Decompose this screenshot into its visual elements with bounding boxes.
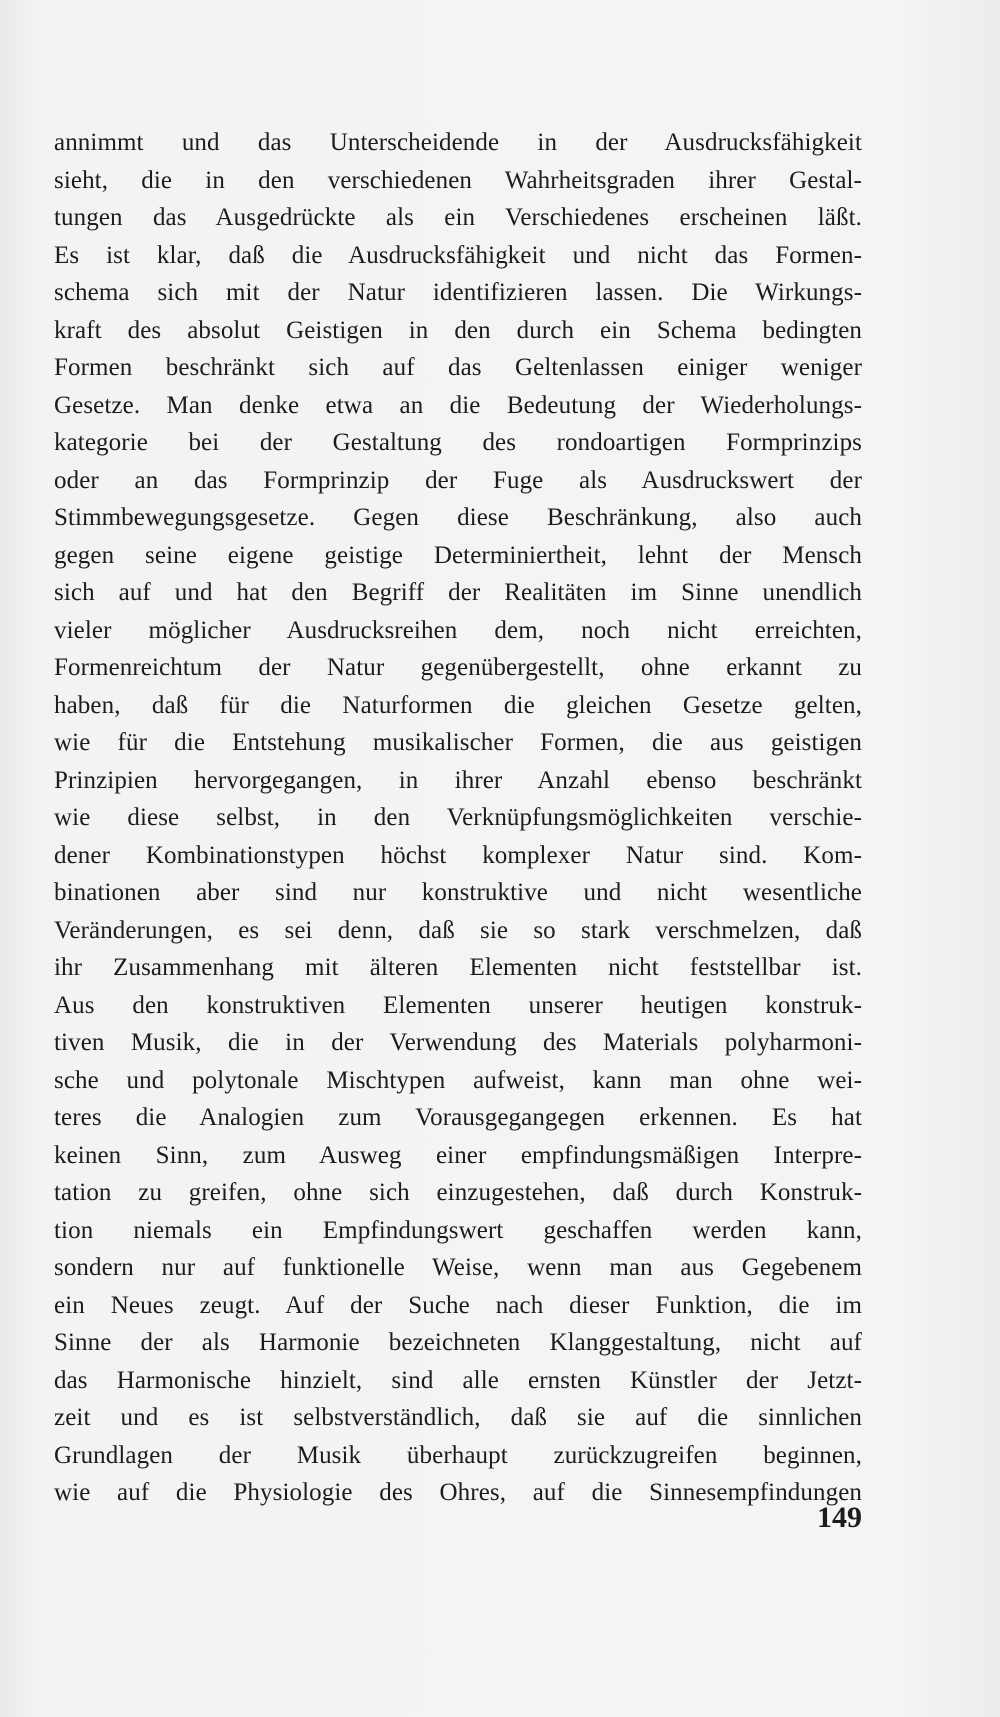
text-line: binationen aber sind nur konstruktive und nicht wesentliche — [54, 879, 862, 906]
text-line: haben, daß für die Naturformen die gleichen Gesetze gelten, — [54, 691, 862, 719]
text-line: sche und polytonale Mischtypen aufweist, kann man ohne wei- — [54, 1066, 862, 1094]
text-line: wie für die Entstehung musikalischer Formen, die aus geistigen — [54, 729, 862, 756]
text-line: Sinne der als Harmonie bezeichneten Klanggestaltung, nicht auf — [54, 1329, 862, 1356]
text-line: sieht, die in den verschiedenen Wahrheitsgraden ihrer Gestal- — [54, 166, 862, 194]
text-line: tungen das Ausgedrückte als ein Verschiedenes erscheinen läßt. — [54, 204, 862, 231]
text-line: gegen seine eigene geistige Determiniertheit, lehnt der Mensch — [54, 541, 862, 569]
text-line: wie auf die Physiologie des Ohres, auf die Sinnesempfindungen — [54, 1479, 862, 1506]
text-line: Gesetze. Man denke etwa an die Bedeutung der Wiederholungs- — [54, 391, 862, 419]
text-line: vieler möglicher Ausdrucksreihen dem, noch nicht erreichten, — [54, 616, 862, 644]
page-number: 149 — [817, 1501, 862, 1534]
text-line: kraft des absolut Geistigen in den durch ein Schema bedingten — [54, 316, 862, 344]
text-line: kategorie bei der Gestaltung des rondoartigen Formprinzips — [54, 429, 862, 456]
text-line: sich auf und hat den Begriff der Realitäten im Sinne unendlich — [54, 579, 862, 606]
text-line: sondern nur auf funktionelle Weise, wenn man aus Gegebenem — [54, 1254, 862, 1281]
text-line: Es ist klar, daß die Ausdrucksfähigkeit und nicht das Formen- — [54, 241, 862, 269]
body-text — [54, 124, 862, 1512]
text-line: ein Neues zeugt. Auf der Suche nach dieser Funktion, die im — [54, 1291, 862, 1319]
text-line: Formen beschränkt sich auf das Geltenlassen einiger weniger — [54, 354, 862, 381]
text-line: das Harmonische hinzielt, sind alle ernsten Künstler der Jetzt- — [54, 1366, 862, 1394]
text-line: oder an das Formprinzip der Fuge als Ausdruckswert der — [54, 466, 862, 494]
text-line: Veränderungen, es sei denn, daß sie so stark verschmelzen, daß — [54, 916, 862, 944]
text-line: annimmt und das Unterscheidende in der Ausdrucksfähigkeit — [54, 129, 862, 156]
text-line: ihr Zusammenhang mit älteren Elementen nicht feststellbar ist. — [54, 954, 862, 981]
text-line: dener Kombinationstypen höchst komplexer Natur sind. Kom- — [54, 841, 862, 869]
text-line: wie diese selbst, in den Verknüpfungsmöglichkeiten verschie- — [54, 804, 862, 831]
text-line: Stimmbewegungsgesetze. Gegen diese Beschränkung, also auch — [54, 504, 862, 531]
text-line: schema sich mit der Natur identifizieren lassen. Die Wirkungs- — [54, 279, 862, 306]
text-line: Grundlagen der Musik überhaupt zurückzugreifen beginnen, — [54, 1441, 862, 1469]
text-line: tiven Musik, die in der Verwendung des Materials polyharmoni- — [54, 1029, 862, 1056]
text-line: keinen Sinn, zum Ausweg einer empfindungsmäßigen Interpre- — [54, 1141, 862, 1169]
text-line: Formenreichtum der Natur gegenübergestellt, ohne erkannt zu — [54, 654, 862, 681]
text-line: Aus den konstruktiven Elementen unserer heutigen konstruk- — [54, 991, 862, 1019]
text-line: teres die Analogien zum Vorausgegangegen erkennen. Es hat — [54, 1104, 862, 1131]
text-line: zeit und es ist selbstverständlich, daß sie auf die sinnlichen — [54, 1404, 862, 1431]
text-line: tion niemals ein Empfindungswert geschaffen werden kann, — [54, 1216, 862, 1244]
text-line: tation zu greifen, ohne sich einzugestehen, daß durch Konstruk- — [54, 1179, 862, 1206]
text-line: Prinzipien hervorgegangen, in ihrer Anzahl ebenso beschränkt — [54, 766, 862, 794]
